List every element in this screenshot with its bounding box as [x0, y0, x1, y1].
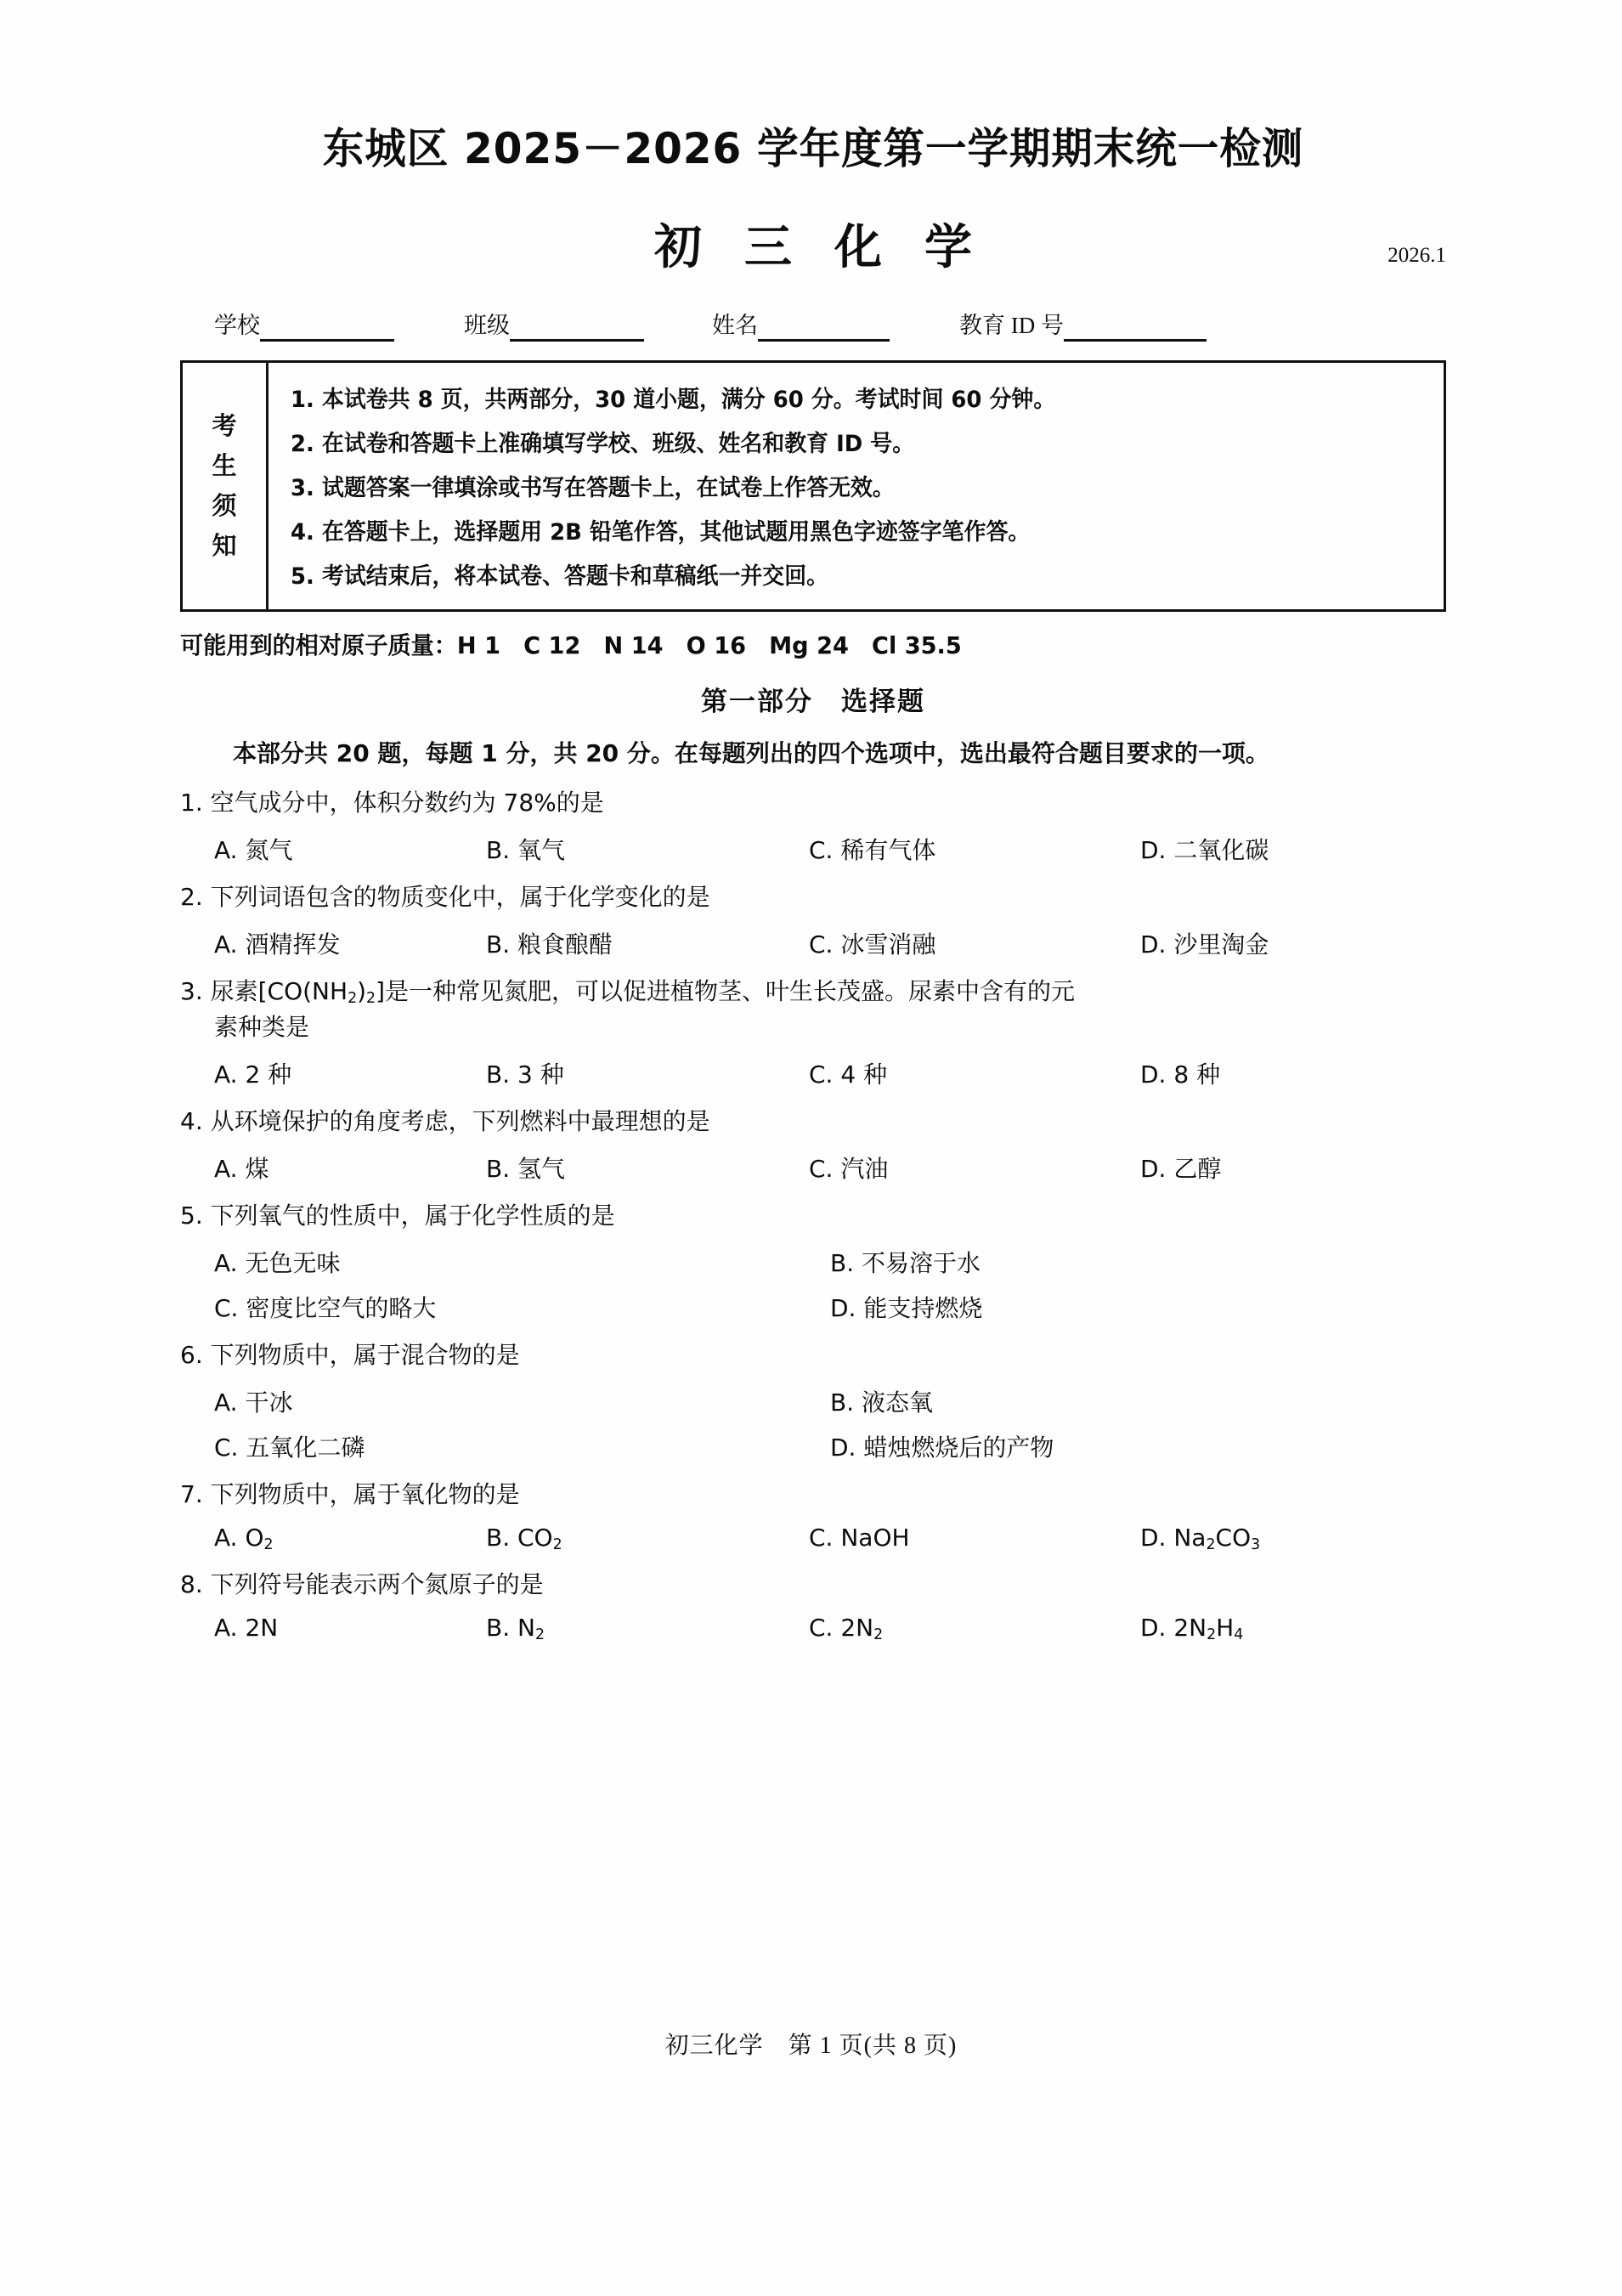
notice-item: 5. 考试结束后，将本试卷、答题卡和草稿纸一并交回。 [291, 563, 829, 590]
option-choice[interactable]: C. 汽油 [809, 1155, 889, 1184]
option-choice[interactable]: C. 4 种 [809, 1060, 888, 1089]
subject-row [180, 210, 1446, 274]
option-choice[interactable]: C. 五氧化二磷 [214, 1434, 365, 1462]
option-choice[interactable]: A. 干冰 [214, 1388, 293, 1417]
name-label: 姓名 [712, 313, 758, 338]
name-input-line[interactable] [758, 317, 890, 342]
option-row [180, 1245, 1446, 1279]
question-stem: 5. 下列氧气的性质中，属于化学性质的是 [180, 1202, 615, 1230]
option-choice[interactable]: A. $O_2$ [214, 1524, 274, 1554]
page-title: 东城区 2025－2026 学年度第一学期期末统一检测 [322, 124, 1304, 173]
option-choice[interactable]: C. $2N_2$ [809, 1614, 884, 1644]
question-2 [180, 879, 1446, 960]
question-1 [180, 785, 1446, 866]
education-id-field[interactable] [959, 307, 1207, 342]
notice-label-char-3: 须 [212, 491, 237, 520]
question-stem: 1. 空气成分中，体积分数约为 78%的是 [180, 789, 604, 817]
option-row [180, 926, 1446, 960]
question-stem: 8. 下列符号能表示两个氮原子的是 [180, 1570, 544, 1599]
question-stem: 3. 尿素$[CO(NH_2)_2]$是一种常见氮肥，可以促进植物茎、叶生长茂盛。尿素中含有的元 [180, 977, 1076, 1008]
question-8 [180, 1567, 1446, 1643]
class-field[interactable] [464, 307, 712, 342]
name-field[interactable] [712, 307, 959, 342]
option-choice[interactable]: B. $N_2$ [486, 1614, 545, 1644]
question-list [180, 785, 1446, 1643]
part-one-intro: 本部分共 20 题，每题 1 分，共 20 分。在每题列出的四个选项中，选出最符合题目要求的一项。 [233, 739, 1269, 767]
education-id-input-line[interactable] [1064, 317, 1207, 342]
notice-label-char-4: 知 [212, 530, 237, 560]
school-field[interactable] [214, 307, 464, 342]
option-choice[interactable]: D. 乙醇 [1140, 1155, 1222, 1184]
option-choice[interactable]: A. 氮气 [214, 836, 293, 865]
option-choice[interactable]: D. 蜡烛燃烧后的产物 [830, 1434, 1054, 1462]
page-footer: 初三化学 第 1 页(共 8 页) [664, 2033, 958, 2059]
identification-fields [180, 307, 1446, 342]
question-5 [180, 1198, 1446, 1324]
relative-atomic-mass-line: 可能用到的相对原子质量：H 1 C 12 N 14 O 16 Mg 24 Cl 35.5 [180, 631, 962, 659]
candidate-notice-box [180, 360, 1446, 612]
class-label: 班级 [464, 313, 510, 338]
question-stem: 6. 下列物质中，属于混合物的是 [180, 1341, 520, 1370]
question-3 [180, 974, 1446, 1090]
option-choice[interactable]: A. 无色无味 [214, 1249, 341, 1278]
option-choice[interactable]: B. 氧气 [486, 836, 566, 865]
part-one-heading: 第一部分 选择题 [701, 687, 925, 717]
option-row [180, 1056, 1446, 1090]
option-choice[interactable]: C. 冰雪消融 [809, 930, 936, 959]
option-choice[interactable]: B. 3 种 [486, 1060, 564, 1089]
question-4 [180, 1104, 1446, 1185]
option-row [180, 1429, 1446, 1463]
education-id-label: 教育 ID 号 [959, 313, 1064, 338]
notice-label-char-2: 生 [212, 451, 237, 481]
option-choice[interactable]: C. 密度比空气的略大 [214, 1294, 437, 1323]
question-stem: 2. 下列词语包含的物质变化中，属于化学变化的是 [180, 883, 710, 912]
candidate-notice-list [268, 363, 1444, 609]
option-choice[interactable]: A. 煤 [214, 1155, 269, 1184]
question-stem: 7. 下列物质中，属于氧化物的是 [180, 1480, 520, 1509]
notice-item: 3. 试题答案一律填涂或书写在答题卡上，在试卷上作答无效。 [291, 474, 895, 501]
option-choice[interactable]: D. $Na_2CO_3$ [1140, 1524, 1261, 1554]
option-choice[interactable]: B. 不易溶于水 [830, 1249, 981, 1278]
notice-item: 1. 本试卷共 8 页，共两部分，30 道小题，满分 60 分。考试时间 60 分钟。 [291, 386, 1056, 413]
option-choice[interactable]: D. 二氧化碳 [1140, 836, 1269, 865]
candidate-notice-label [183, 363, 268, 609]
class-input-line[interactable] [510, 317, 644, 342]
option-choice[interactable]: C. NaOH [809, 1524, 910, 1552]
question-6 [180, 1337, 1446, 1463]
option-choice[interactable]: D. 沙里淘金 [1140, 930, 1269, 959]
option-choice[interactable]: B. 氢气 [486, 1155, 566, 1184]
option-choice[interactable]: B. 粮食酿醋 [486, 930, 613, 959]
option-choice[interactable]: A. 2 种 [214, 1060, 292, 1089]
exam-date: 2026.1 [1387, 244, 1446, 267]
option-row [180, 1524, 1446, 1553]
option-choice[interactable]: D. 能支持燃烧 [830, 1294, 983, 1323]
question-stem: 4. 从环境保护的角度考虑，下列燃料中最理想的是 [180, 1107, 710, 1136]
option-choice[interactable]: B. $CO_2$ [486, 1524, 562, 1554]
notice-item: 4. 在答题卡上，选择题用 2B 铅笔作答，其他试题用黑色字迹签字笔作答。 [291, 518, 1031, 546]
option-choice[interactable]: C. 稀有气体 [809, 836, 936, 865]
school-input-line[interactable] [260, 317, 394, 342]
question-stem-continued: 素种类是 [214, 1013, 310, 1042]
option-choice[interactable]: A. 酒精挥发 [214, 930, 341, 959]
option-row [180, 1151, 1446, 1185]
option-row [180, 1384, 1446, 1418]
option-row [180, 1614, 1446, 1643]
school-label: 学校 [214, 313, 260, 338]
notice-item: 2. 在试卷和答题卡上准确填写学校、班级、姓名和教育 ID 号。 [291, 430, 915, 457]
question-7 [180, 1477, 1446, 1553]
option-choice[interactable]: B. 液态氧 [830, 1388, 934, 1417]
notice-label-char-1: 考 [212, 411, 237, 441]
subject-title: 初 三 化 学 [654, 222, 987, 274]
option-choice[interactable]: D. 8 种 [1140, 1060, 1221, 1089]
page-content [180, 0, 1446, 1643]
option-row [180, 1290, 1446, 1324]
option-row [180, 832, 1446, 866]
option-choice[interactable]: D. $2N_2H_4$ [1140, 1614, 1244, 1644]
option-choice[interactable]: A. 2N [214, 1614, 279, 1643]
